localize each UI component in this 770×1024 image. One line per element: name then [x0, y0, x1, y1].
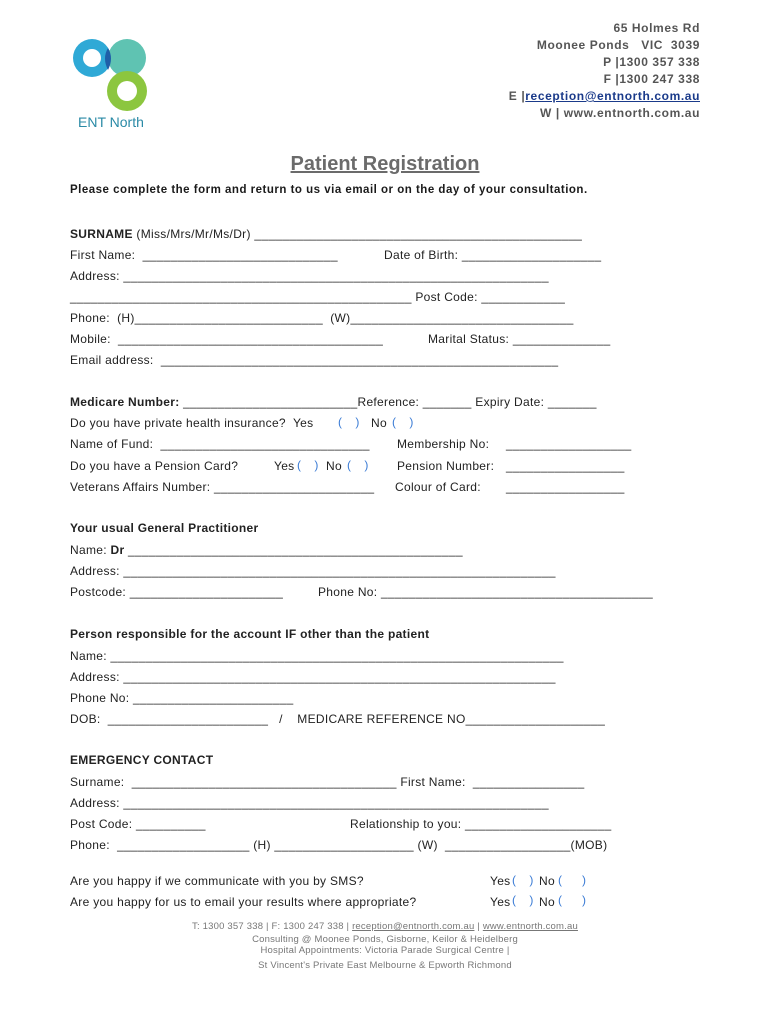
- footer-contact: [0, 921, 770, 932]
- insurance-yes-checkbox[interactable]: ( ): [338, 415, 360, 429]
- footer-email-link[interactable]: reception@entnorth.com.au: [352, 921, 475, 932]
- address-street: 65 Holmes Rd: [613, 21, 700, 35]
- gp-dr-label: Dr: [110, 543, 125, 557]
- sms-no-checkbox[interactable]: ( ): [558, 873, 586, 887]
- pension-number-field[interactable]: _________________: [506, 459, 625, 473]
- emergency-heading: EMERGENCY CONTACT: [70, 753, 214, 767]
- medicare-label: Medicare Number:: [70, 395, 180, 409]
- page-title: Patient Registration: [290, 153, 480, 175]
- emergency-phone-field[interactable]: Phone: ___________________ (H) ____________________ (W) __________________(MOB): [70, 838, 608, 852]
- emergency-relationship-field[interactable]: Relationship to you: _____________________: [350, 817, 612, 831]
- email-no-checkbox[interactable]: ( ): [558, 893, 586, 907]
- first-name-field[interactable]: First Name: ____________________________: [70, 248, 338, 262]
- ent-north-logo: [70, 36, 160, 116]
- intro-text: Please complete the form and return to us via email or on the day of your consultation.: [70, 184, 588, 196]
- gp-heading: Your usual General Practitioner: [70, 521, 259, 535]
- colour-label: Colour of Card:: [395, 480, 481, 494]
- footer-hospital: Hospital Appointments: Victoria Parade Surgical Centre |: [260, 945, 510, 956]
- email-link[interactable]: reception@entnorth.com.au: [525, 89, 700, 103]
- medicare-field[interactable]: [70, 395, 597, 409]
- emergency-address-field[interactable]: Address: _____________________________________________________________: [70, 796, 549, 810]
- sms-no-label: No: [539, 874, 555, 888]
- phone-field[interactable]: Phone: (H)___________________________ (W)________________________________: [70, 311, 574, 325]
- insurance-no-label: No: [371, 416, 387, 430]
- email-no-label: No: [539, 895, 555, 909]
- sms-yes-checkbox[interactable]: ( ): [512, 873, 534, 887]
- address-fax: F |1300 247 338: [603, 72, 700, 86]
- gp-address-field[interactable]: Address: ______________________________________________________________: [70, 564, 556, 578]
- surname-field[interactable]: [70, 227, 582, 241]
- footer-web-link[interactable]: www.entnorth.com.au: [482, 921, 578, 932]
- colour-field[interactable]: _________________: [506, 480, 625, 494]
- medicare-rest: _________________________Reference: _______ Expiry Date: _______: [179, 395, 597, 409]
- membership-label: Membership No:: [397, 437, 490, 451]
- gp-name-label: Name:: [70, 543, 111, 557]
- pension-no-label: No: [326, 459, 342, 473]
- emergency-name-field[interactable]: Surname: ______________________________________ First Name: ________________: [70, 775, 585, 789]
- address-field[interactable]: Address: _____________________________________________________________: [70, 269, 549, 283]
- account-address-field[interactable]: Address: ______________________________________________________________: [70, 670, 556, 684]
- veterans-field[interactable]: Veterans Affairs Number: _______________________: [70, 480, 375, 494]
- surname-rest: (Miss/Mrs/Mr/Ms/Dr) _______________________________________________: [132, 227, 583, 241]
- pension-yes-label: Yes: [274, 459, 295, 473]
- membership-field[interactable]: __________________: [506, 437, 632, 451]
- email-results-question: Are you happy for us to email your results where appropriate?: [70, 895, 417, 909]
- mobile-field[interactable]: Mobile: ______________________________________: [70, 332, 384, 346]
- email-yes-label: Yes: [490, 895, 511, 909]
- logo-text: ENT North: [78, 114, 144, 130]
- account-heading: Person responsible for the account IF other than the patient: [70, 627, 430, 641]
- footer-hospitals-2: St Vincent's Private East Melbourne & Epworth Richmond: [258, 960, 512, 971]
- email-yes-checkbox[interactable]: ( ): [512, 893, 534, 907]
- sms-yes-label: Yes: [490, 874, 511, 888]
- pension-number-label: Pension Number:: [397, 459, 495, 473]
- account-phone-field[interactable]: Phone No: _______________________: [70, 691, 294, 705]
- fund-field[interactable]: Name of Fund: ______________________________: [70, 437, 370, 451]
- sms-question: Are you happy if we communicate with you by SMS?: [70, 874, 364, 888]
- gp-phone-field[interactable]: Phone No: _______________________________________: [318, 585, 654, 599]
- address-web: W | www.entnorth.com.au: [539, 106, 700, 120]
- footer-phone: T: 1300 357 338 | F: 1300 247 338 |: [192, 921, 353, 932]
- address-email-row: [509, 89, 700, 103]
- address-suburb: Moonee Ponds VIC 3039: [536, 38, 700, 52]
- emergency-postcode-field[interactable]: Post Code: __________: [70, 817, 206, 831]
- insurance-no-checkbox[interactable]: ( ): [392, 415, 414, 429]
- email-address-field[interactable]: Email address: _________________________________________________________: [70, 353, 559, 367]
- insurance-question: Do you have private health insurance? Yes: [70, 416, 314, 430]
- gp-name-line: ________________________________________________: [124, 543, 463, 557]
- footer-consulting: Consulting @ Moonee Ponds, Gisborne, Keilor & Heidelberg: [252, 934, 518, 945]
- pension-question: Do you have a Pension Card?: [70, 459, 239, 473]
- marital-status-field[interactable]: Marital Status: ______________: [428, 332, 611, 346]
- gp-postcode-field[interactable]: Postcode: ______________________: [70, 585, 284, 599]
- pension-yes-checkbox[interactable]: ( ): [297, 458, 319, 472]
- address-postcode-field[interactable]: _________________________________________________ Post Code: ____________: [70, 290, 566, 304]
- account-dob-medicare-field[interactable]: DOB: _______________________ / MEDICARE REFERENCE NO____________________: [70, 712, 606, 726]
- surname-label: SURNAME: [70, 227, 133, 241]
- pension-no-checkbox[interactable]: ( ): [347, 458, 369, 472]
- address-phone: P |1300 357 338: [603, 55, 700, 69]
- email-prefix: E |: [508, 89, 526, 103]
- footer-sep: |: [474, 921, 483, 932]
- account-name-field[interactable]: Name: _________________________________________________________________: [70, 649, 564, 663]
- dob-field[interactable]: Date of Birth: ____________________: [384, 248, 602, 262]
- gp-name-field[interactable]: [70, 543, 463, 557]
